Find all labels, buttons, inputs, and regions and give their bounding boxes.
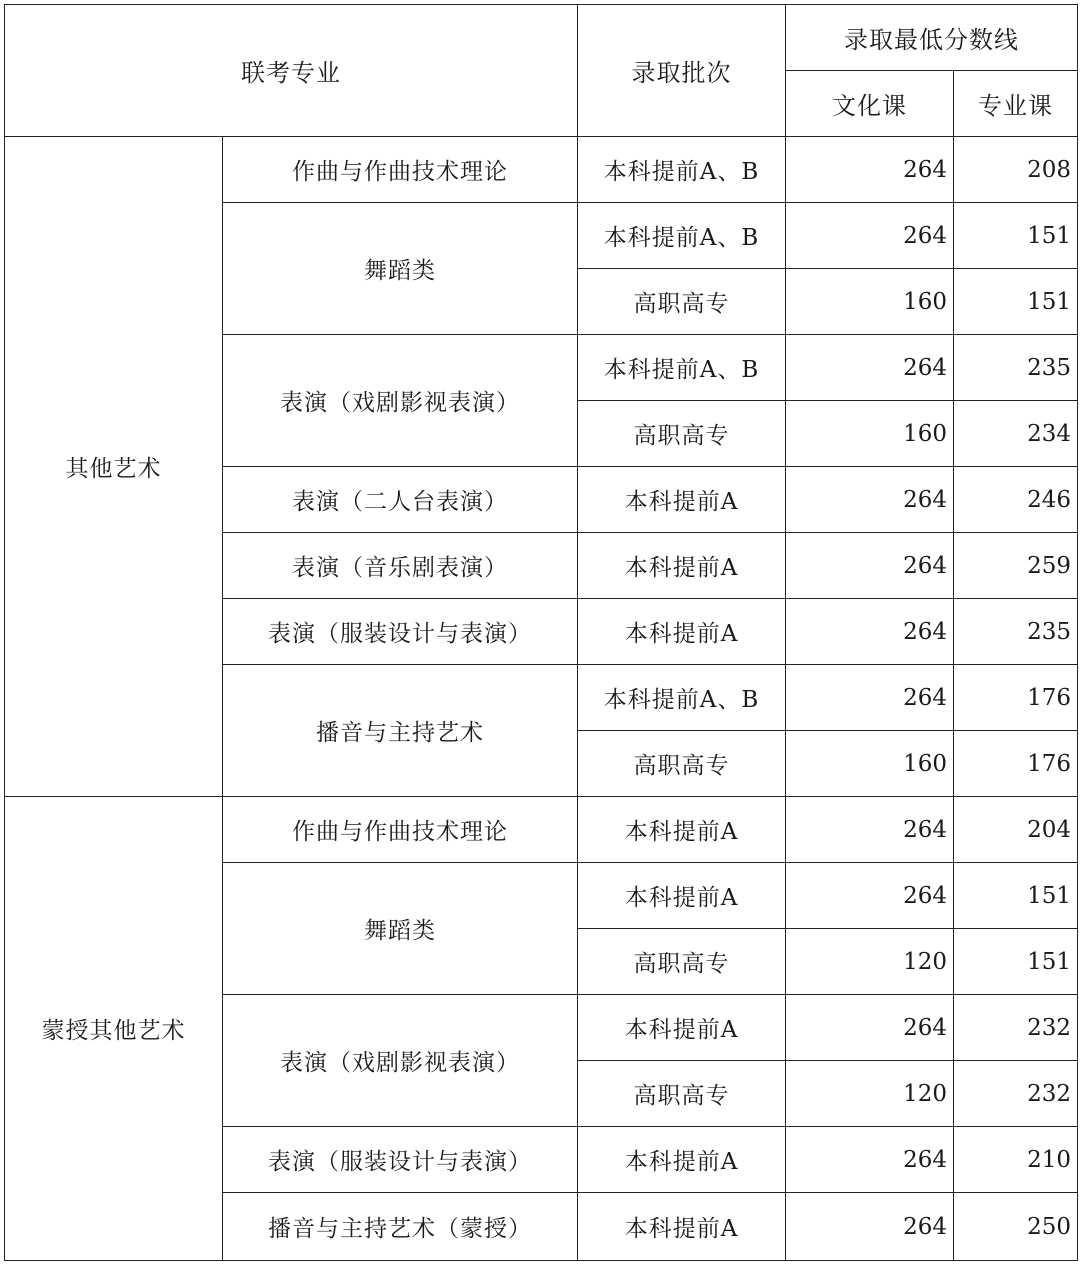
header-professional: 专业课 <box>954 71 1078 137</box>
culture-score-cell: 264 <box>786 665 954 731</box>
professional-score-cell: 232 <box>954 995 1078 1061</box>
major-name-cell: 播音与主持艺术（蒙授） <box>223 1193 578 1261</box>
major-name-cell: 播音与主持艺术 <box>223 665 578 797</box>
professional-score-cell: 235 <box>954 599 1078 665</box>
major-name-cell: 表演（音乐剧表演） <box>223 533 578 599</box>
batch-cell: 本科提前A <box>578 1193 786 1261</box>
culture-score-cell: 264 <box>786 467 954 533</box>
batch-cell: 本科提前A <box>578 1127 786 1193</box>
professional-score-cell: 210 <box>954 1127 1078 1193</box>
professional-score-cell: 151 <box>954 863 1078 929</box>
culture-score-cell: 264 <box>786 995 954 1061</box>
professional-score-cell: 176 <box>954 665 1078 731</box>
batch-cell: 本科提前A <box>578 599 786 665</box>
professional-score-cell: 259 <box>954 533 1078 599</box>
culture-score-cell: 264 <box>786 797 954 863</box>
professional-score-cell: 246 <box>954 467 1078 533</box>
culture-score-cell: 264 <box>786 599 954 665</box>
batch-cell: 高职高专 <box>578 269 786 335</box>
major-name-cell: 表演（戏剧影视表演） <box>223 335 578 467</box>
professional-score-cell: 151 <box>954 203 1078 269</box>
culture-score-cell: 160 <box>786 731 954 797</box>
batch-cell: 本科提前A <box>578 863 786 929</box>
professional-score-cell: 234 <box>954 401 1078 467</box>
major-name-cell: 表演（服装设计与表演） <box>223 599 578 665</box>
culture-score-cell: 264 <box>786 1127 954 1193</box>
professional-score-cell: 250 <box>954 1193 1078 1261</box>
major-name-cell: 作曲与作曲技术理论 <box>223 137 578 203</box>
batch-cell: 本科提前A <box>578 995 786 1061</box>
batch-cell: 本科提前A、B <box>578 203 786 269</box>
major-name-cell: 作曲与作曲技术理论 <box>223 797 578 863</box>
group-name-cell: 其他艺术 <box>5 137 223 797</box>
batch-cell: 高职高专 <box>578 401 786 467</box>
professional-score-cell: 151 <box>954 269 1078 335</box>
major-name-cell: 舞蹈类 <box>223 203 578 335</box>
admission-score-table <box>4 4 1078 1261</box>
major-name-cell: 表演（二人台表演） <box>223 467 578 533</box>
major-name-cell: 表演（服装设计与表演） <box>223 1127 578 1193</box>
header-min-score: 录取最低分数线 <box>786 5 1078 71</box>
batch-cell: 本科提前A <box>578 533 786 599</box>
batch-cell: 高职高专 <box>578 731 786 797</box>
culture-score-cell: 160 <box>786 401 954 467</box>
professional-score-cell: 204 <box>954 797 1078 863</box>
culture-score-cell: 264 <box>786 533 954 599</box>
culture-score-cell: 264 <box>786 203 954 269</box>
culture-score-cell: 264 <box>786 863 954 929</box>
major-name-cell: 舞蹈类 <box>223 863 578 995</box>
culture-score-cell: 264 <box>786 137 954 203</box>
culture-score-cell: 264 <box>786 1193 954 1261</box>
header-batch: 录取批次 <box>578 5 786 137</box>
header-row-1 <box>5 5 1078 71</box>
culture-score-cell: 160 <box>786 269 954 335</box>
table-row <box>5 137 1078 203</box>
professional-score-cell: 232 <box>954 1061 1078 1127</box>
group-name-cell: 蒙授其他艺术 <box>5 797 223 1261</box>
batch-cell: 本科提前A <box>578 797 786 863</box>
professional-score-cell: 151 <box>954 929 1078 995</box>
batch-cell: 高职高专 <box>578 929 786 995</box>
batch-cell: 高职高专 <box>578 1061 786 1127</box>
header-culture: 文化课 <box>786 71 954 137</box>
professional-score-cell: 235 <box>954 335 1078 401</box>
culture-score-cell: 120 <box>786 1061 954 1127</box>
professional-score-cell: 176 <box>954 731 1078 797</box>
culture-score-cell: 264 <box>786 335 954 401</box>
header-major: 联考专业 <box>5 5 578 137</box>
table-row <box>5 797 1078 863</box>
culture-score-cell: 120 <box>786 929 954 995</box>
batch-cell: 本科提前A <box>578 467 786 533</box>
major-name-cell: 表演（戏剧影视表演） <box>223 995 578 1127</box>
professional-score-cell: 208 <box>954 137 1078 203</box>
batch-cell: 本科提前A、B <box>578 137 786 203</box>
batch-cell: 本科提前A、B <box>578 665 786 731</box>
batch-cell: 本科提前A、B <box>578 335 786 401</box>
